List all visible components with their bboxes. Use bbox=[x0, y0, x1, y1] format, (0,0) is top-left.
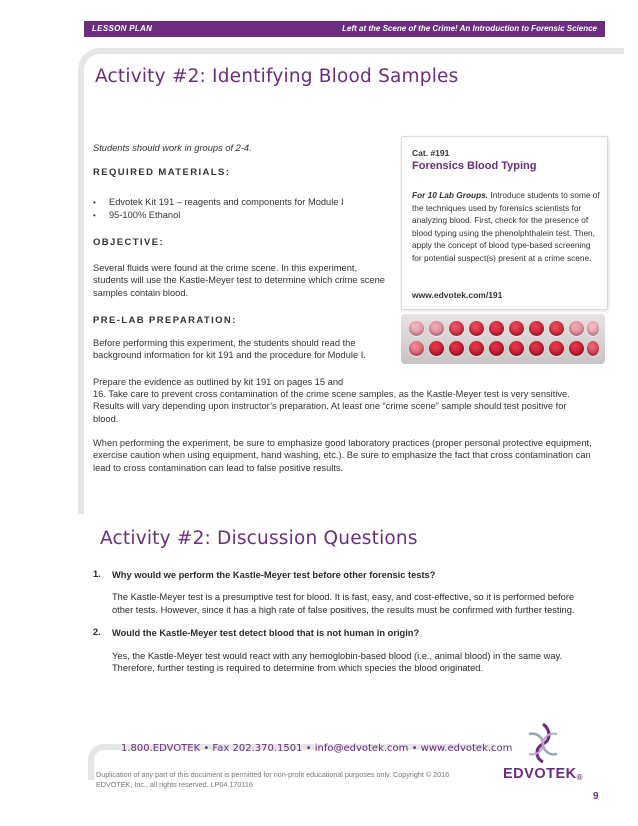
plate-well bbox=[529, 341, 544, 356]
plate-well bbox=[569, 341, 584, 356]
catalog-box bbox=[401, 136, 608, 310]
logo-registered-mark: ® bbox=[576, 773, 583, 782]
header-bar bbox=[84, 21, 605, 37]
footer-copyright: Duplication of any part of this document is permitted for non-profit educational purposes only. Copyright © 2016 EDVOTEK, Inc., all rights reserved. LP04.170116 bbox=[96, 770, 450, 789]
plate-well bbox=[549, 321, 564, 336]
question-item bbox=[93, 627, 593, 674]
prelab-paragraph-3: When performing the experiment, be sure to emphasize good laboratory practices (proper personal protective equipment, exercise caution when using equipment, hand washing, etc.). Be sure to emphasize the fact that cross contamination can lead to cross contamination can lead to false positive results. bbox=[93, 438, 592, 473]
catalog-description bbox=[412, 189, 600, 265]
plate-well bbox=[469, 321, 484, 336]
plate-well bbox=[409, 341, 424, 356]
page-number: 9 bbox=[593, 791, 599, 802]
catalog-description-lead: For 10 Lab Groups. bbox=[412, 190, 489, 200]
catalog-number: Cat. #191 bbox=[412, 148, 450, 158]
plate-well bbox=[529, 321, 544, 336]
answer-text: Yes, the Kastle-Meyer test would react with any hemoglobin-based blood (i.e., animal blood) in the same way. Therefore, further testing is required to determine from which species the blood originated. bbox=[112, 650, 563, 674]
footer-contact-info: 1.800.EDVOTEK • Fax 202.370.1501 • info@edvotek.com • www.edvotek.com bbox=[121, 743, 513, 754]
plate-well bbox=[469, 341, 484, 356]
header-document-title: Left at the Scene of the Crime! An Introduction to Forensic Science bbox=[342, 24, 597, 33]
plate-well bbox=[509, 321, 524, 336]
plate-well bbox=[489, 341, 504, 356]
edvotek-logo-icon bbox=[521, 720, 565, 766]
plate-well bbox=[569, 321, 584, 336]
plate-well bbox=[489, 321, 504, 336]
plate-well bbox=[587, 341, 599, 356]
header-lesson-plan: LESSON PLAN bbox=[92, 24, 153, 33]
activity-title: Activity #2: Identifying Blood Samples bbox=[95, 66, 459, 87]
plate-well bbox=[549, 341, 564, 356]
materials-list bbox=[93, 196, 344, 222]
materials-heading: REQUIRED MATERIALS: bbox=[93, 167, 231, 178]
plate-well bbox=[509, 341, 524, 356]
question-text: Why would we perform the Kastle-Meyer test before other forensic tests? bbox=[112, 570, 436, 580]
plate-well bbox=[429, 321, 444, 336]
catalog-description-body: Introduce students to some of the techniques used by forensics scientists for analyzing blood. First, check for the presence of blood typing using the phenolphthalein test. Then, apply the concept of blood type-based screening for potential suspect(s) present at a crime scene. bbox=[412, 190, 600, 263]
plate-well bbox=[409, 321, 424, 336]
prelab-paragraph-2-rest: 16. Take care to prevent cross contamination of the crime scene samples, as the Kastle-Meyer test is very sensitive. Results will vary depending upon instructor’s preparation. At least one “crime scene” sample should test positive for blood. bbox=[93, 389, 570, 424]
objective-heading: OBJECTIVE: bbox=[93, 237, 165, 248]
blood-sample-plate-image bbox=[401, 314, 605, 364]
logo-text: EDVOTEK bbox=[503, 766, 577, 782]
objective-text: Several fluids were found at the crime scene. In this experiment, students will use the Kastle-Meyer test to determine which crime scene samples contain blood. bbox=[93, 263, 385, 298]
prelab-paragraph-2-start: Prepare the evidence as outlined by kit 191 on pages 15 and bbox=[93, 377, 344, 387]
question-text: Would the Kastle-Meyer test detect blood that is not human in origin? bbox=[112, 628, 420, 639]
plate-well bbox=[449, 321, 464, 336]
discussion-title: Activity #2: Discussion Questions bbox=[100, 528, 418, 549]
catalog-url-link[interactable]: www.edvotek.com/191 bbox=[412, 290, 503, 300]
catalog-product-name: Forensics Blood Typing bbox=[412, 160, 537, 172]
plate-well bbox=[429, 341, 444, 356]
question-item bbox=[93, 569, 593, 616]
question-number: 1. bbox=[93, 569, 101, 579]
question-number: 2. bbox=[93, 627, 101, 638]
prelab-paragraph-1: Before performing this experiment, the students should read the background information for kit 191 and the procedure for Module I. bbox=[93, 338, 366, 361]
answer-text: The Kastle-Meyer test is a presumptive test for blood. It is fast, easy, and cost-effective, so it is performed before other tests. However, since it has a high rate of false positives, the results must be confirmed with further testing. bbox=[112, 592, 575, 615]
plate-well bbox=[449, 341, 464, 356]
materials-item: • 95-100% Ethanol bbox=[93, 209, 344, 222]
plate-well bbox=[587, 321, 599, 336]
materials-item: • Edvotek Kit 191 – reagents and components for Module I bbox=[93, 196, 344, 209]
discussion-questions-list bbox=[93, 569, 593, 685]
edvotek-logo-wordmark bbox=[503, 766, 583, 782]
prelab-heading: PRE-LAB PREPARATION: bbox=[93, 315, 237, 326]
group-size-note: Students should work in groups of 2-4. bbox=[93, 143, 252, 153]
